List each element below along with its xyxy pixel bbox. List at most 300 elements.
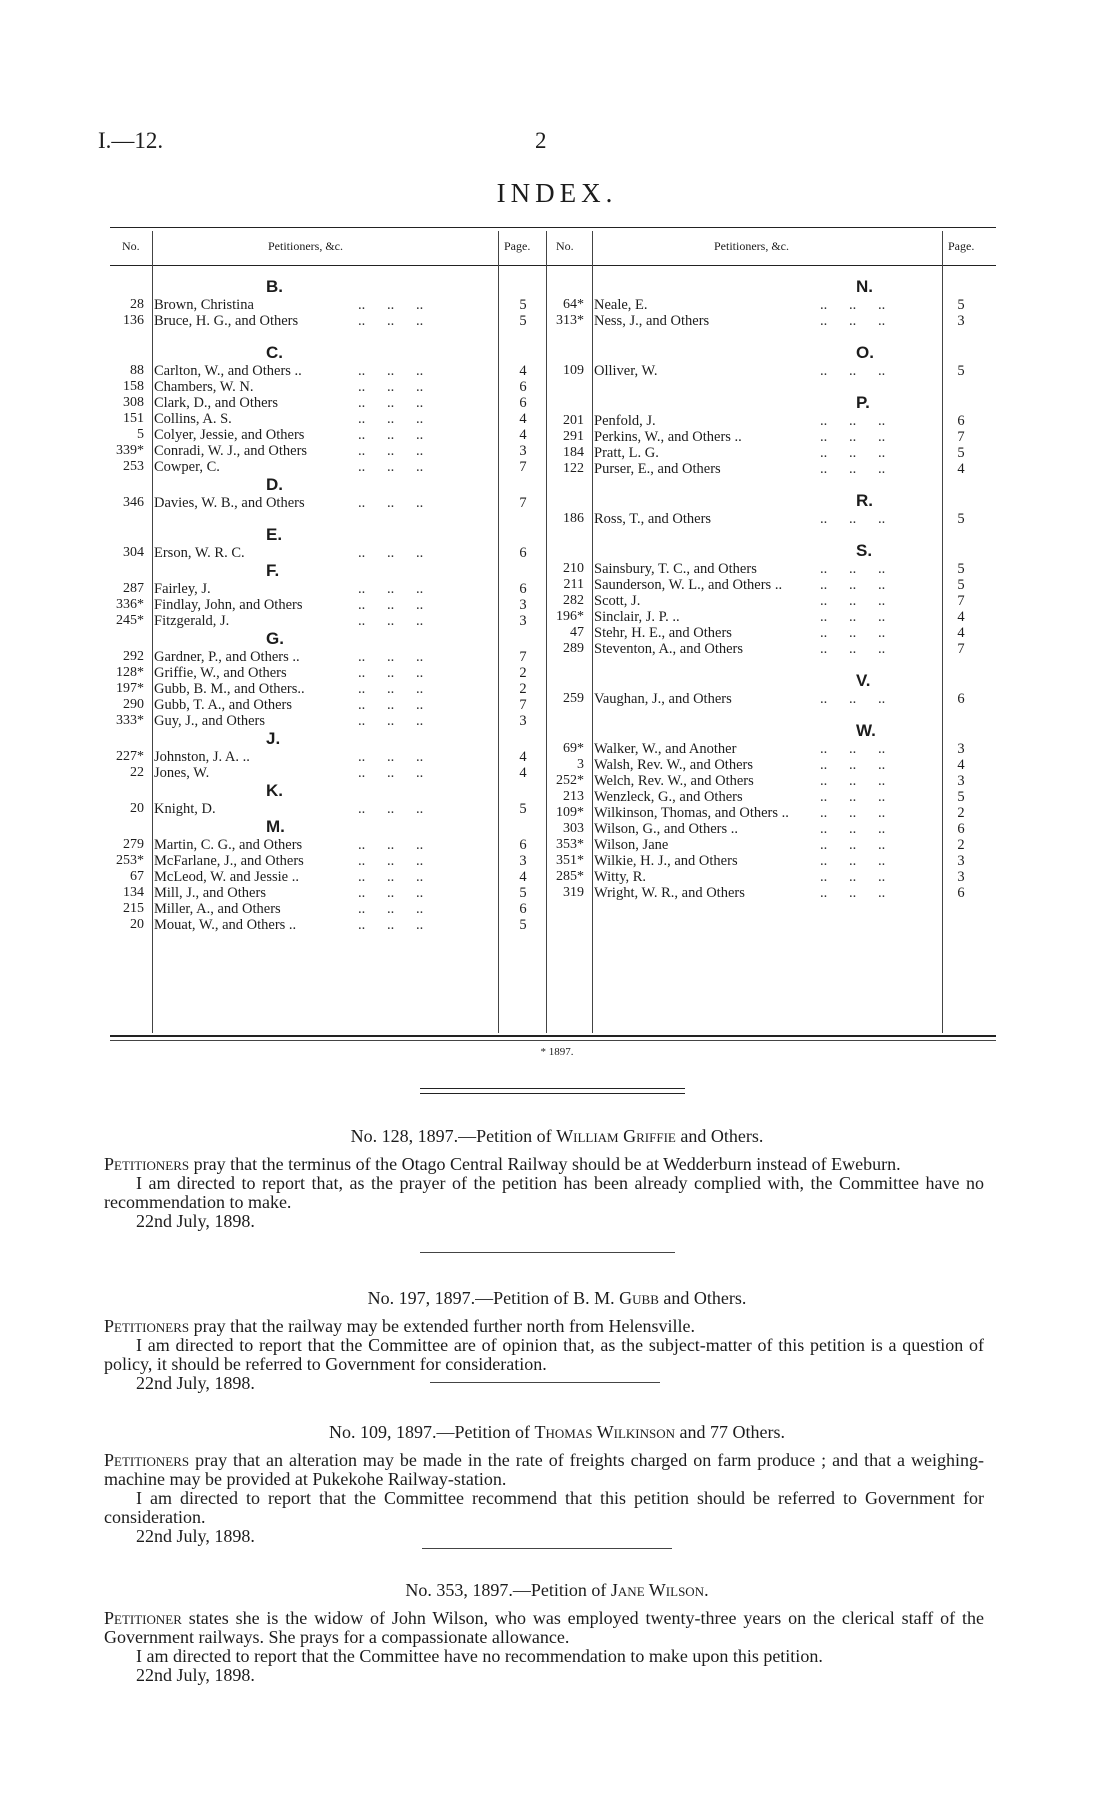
leader-dots: .. .. .. [820, 511, 886, 527]
index-row [550, 741, 996, 757]
leader-dots: .. .. .. [820, 691, 886, 707]
section-separator [422, 1548, 672, 1549]
leader-dots: .. .. .. [358, 697, 424, 713]
index-row [110, 681, 550, 697]
petition-number: 47 [570, 625, 584, 640]
petitioner-name: Jones, W. [154, 765, 210, 781]
petitioner-name: Sinclair, J. P. .. [594, 609, 680, 625]
section-separator [430, 1382, 660, 1383]
petitioner-name: Scott, J. [594, 593, 641, 609]
petitioner-name: Purser, E., and Others [594, 461, 721, 477]
petition-number: 5 [137, 427, 144, 442]
index-row [110, 597, 550, 613]
petition-number: 134 [123, 885, 144, 900]
header-page-left: Page. [504, 239, 531, 253]
petition-title-prefix: No. 128, 1897.—Petition of [350, 1126, 557, 1146]
header-no-left: No. [122, 239, 140, 253]
leader-dots: .. .. .. [358, 313, 424, 329]
petitioner-name: Steventon, A., and Others [594, 641, 744, 657]
petitioner-name: McLeod, W. and Jessie .. [154, 869, 299, 885]
petition-number: 88 [130, 363, 144, 378]
petitioner-name: Wilson, G., and Others .. [594, 821, 738, 837]
index-row [110, 379, 550, 395]
petition-number: 128* [116, 665, 144, 680]
petition-title [0, 1422, 1114, 1443]
petition-number: 210 [563, 561, 584, 576]
prayer-text: states she is the widow of John Wilson, who was employed twenty-three years on the clerical staff of the Government railways. She prays for a compassionate allowance. [104, 1608, 984, 1647]
report-date: 22nd July, 1898. [136, 1373, 255, 1393]
petition-number: 353* [556, 837, 584, 852]
report-date: 22nd July, 1898. [136, 1526, 255, 1546]
leader-dots: .. .. .. [820, 741, 886, 757]
leader-dots: .. .. .. [358, 459, 424, 475]
petitioner-name: McFarlane, J., and Others [154, 853, 304, 869]
petitioner-name: Walsh, Rev. W., and Others [594, 757, 753, 773]
index-row [110, 459, 550, 475]
petition-number: 282 [563, 593, 584, 608]
page-number: 2 [535, 128, 547, 153]
index-row [110, 801, 550, 817]
index-row [110, 363, 550, 379]
leader-dots: .. .. .. [358, 901, 424, 917]
petition-title-prefix: No. 197, 1897.—Petition of B. M. [367, 1288, 620, 1308]
petition-number: 333* [116, 713, 144, 728]
section-letter: R. [856, 491, 873, 510]
leader-dots: .. .. .. [358, 885, 424, 901]
page-reference: 7 [957, 429, 965, 445]
leader-dots: .. .. .. [820, 445, 886, 461]
petitioner-name: Clark, D., and Others [154, 395, 279, 411]
petitioner-name: Mill, J., and Others [154, 885, 266, 901]
page-reference: 5 [519, 917, 527, 933]
page-reference: 4 [519, 411, 527, 427]
page-reference: 3 [519, 597, 527, 613]
petitioner-name-heading: Thomas Wilkinson [534, 1422, 675, 1442]
petition-title [0, 1580, 1114, 1601]
committee-report: I am directed to report that the Committee have no recommendation to make upon this petition. [136, 1646, 823, 1666]
page-reference: 5 [957, 363, 965, 379]
page-reference: 5 [957, 297, 965, 313]
page-reference: 7 [519, 697, 527, 713]
petitioner-name: Wilkie, H. J., and Others [594, 853, 738, 869]
index-row [550, 593, 996, 609]
page-reference: 2 [519, 681, 527, 697]
report-date: 22nd July, 1898. [136, 1211, 255, 1231]
petition-number: 69* [563, 741, 584, 756]
leader-dots: .. .. .. [820, 609, 886, 625]
prayer-text: pray that the terminus of the Otago Central Railway should be at Wedderburn instead of Eweburn. [189, 1154, 901, 1174]
index-row [110, 411, 550, 427]
petition-number: 20 [130, 917, 144, 932]
section-letter: O. [856, 343, 874, 362]
petitioner-name: Wright, W. R., and Others [594, 885, 745, 901]
leader-dots: .. .. .. [358, 765, 424, 781]
index-row [110, 427, 550, 443]
petition-prayer [104, 1451, 984, 1489]
leader-dots: .. .. .. [820, 885, 886, 901]
leader-dots: .. .. .. [820, 773, 886, 789]
leader-dots: .. .. .. [820, 461, 886, 477]
index-row [110, 837, 550, 853]
page-reference: 6 [519, 581, 527, 597]
leader-dots: .. .. .. [358, 749, 424, 765]
petitioner-lead: Petitioner [104, 1608, 182, 1628]
index-row [550, 691, 996, 707]
index-row [550, 363, 996, 379]
index-row [110, 581, 550, 597]
index-row [550, 885, 996, 901]
index-row [550, 445, 996, 461]
prayer-text: pray that the railway may be extended further north from Helensville. [189, 1316, 695, 1336]
petition-title [0, 1126, 1114, 1147]
page-reference: 4 [957, 757, 965, 773]
petition-number: 252* [556, 773, 584, 788]
petition-number: 336* [116, 597, 144, 612]
petitioner-name: Witty, R. [594, 869, 647, 885]
page-reference: 3 [957, 313, 965, 329]
petitioner-name: Wilson, Jane [594, 837, 669, 853]
leader-dots: .. .. .. [358, 581, 424, 597]
petitioner-name-heading: Jane Wilson [610, 1580, 705, 1600]
index-row [550, 413, 996, 429]
page-reference: 3 [957, 853, 965, 869]
leader-dots: .. .. .. [820, 821, 886, 837]
petition-number: 289 [563, 641, 584, 656]
petitioner-name: Findlay, John, and Others [154, 597, 303, 613]
leader-dots: .. .. .. [358, 427, 424, 443]
petition-title-prefix: No. 109, 1897.—Petition of [329, 1422, 535, 1442]
petition-prayer [104, 1155, 984, 1174]
header-petitioners-right: Petitioners, &c. [714, 239, 789, 253]
page-reference: 6 [519, 395, 527, 411]
petition-number: 259 [563, 691, 584, 706]
leader-dots: .. .. .. [820, 789, 886, 805]
petitioner-name: Ross, T., and Others [594, 511, 712, 527]
petition-title-suffix: and Others. [675, 1126, 764, 1146]
page-reference: 6 [957, 413, 965, 429]
leader-dots: .. .. .. [820, 363, 886, 379]
section-letter: W. [856, 721, 876, 740]
petition-number: 319 [563, 885, 584, 900]
committee-report: I am directed to report that, as the prayer of the petition has been already complied with, the Committee have no recommendation to make. [104, 1173, 984, 1212]
index-row [110, 885, 550, 901]
leader-dots: .. .. .. [820, 837, 886, 853]
page-reference: 4 [519, 363, 527, 379]
petitioner-name: Perkins, W., and Others .. [594, 429, 742, 445]
page-reference: 5 [519, 313, 527, 329]
leader-dots: .. .. .. [358, 801, 424, 817]
index-row [550, 297, 996, 313]
section-letter: F. [266, 561, 280, 580]
index-title: INDEX. [496, 178, 618, 208]
leader-dots: .. .. .. [358, 495, 424, 511]
petitioner-name: Johnston, J. A. .. [154, 749, 250, 765]
petition-number: 285* [556, 869, 584, 884]
petitioner-name: Gubb, B. M., and Others.. [154, 681, 305, 697]
petitioner-name: Miller, A., and Others [154, 901, 281, 917]
page-reference: 6 [519, 901, 527, 917]
petitioner-name: Carlton, W., and Others .. [154, 363, 302, 379]
petitioner-lead: Petitioners [104, 1450, 190, 1470]
petitioner-name: Guy, J., and Others [154, 713, 266, 729]
petitioner-name: Gubb, T. A., and Others [154, 697, 293, 713]
index-row [550, 805, 996, 821]
petition-number: 3 [577, 757, 584, 772]
leader-dots: .. .. .. [358, 681, 424, 697]
section-letter: J. [266, 729, 281, 748]
leader-dots: .. .. .. [358, 713, 424, 729]
leader-dots: .. .. .. [358, 545, 424, 561]
petition-number: 151 [123, 411, 144, 426]
leader-dots: .. .. .. [820, 805, 886, 821]
index-row [110, 443, 550, 459]
petition-number: 201 [563, 413, 584, 428]
page-reference: 4 [519, 749, 527, 765]
double-rule-top [420, 1088, 685, 1089]
index-row [550, 869, 996, 885]
section-letter: E. [266, 525, 283, 544]
petition-number: 22 [130, 765, 144, 780]
leader-dots: .. .. .. [358, 837, 424, 853]
petition-title-prefix: No. 353, 1897.—Petition of [405, 1580, 611, 1600]
index-row [550, 511, 996, 527]
page-reference: 3 [519, 713, 527, 729]
page-reference: 7 [519, 459, 527, 475]
row-spacer [110, 511, 550, 525]
leader-dots: .. .. .. [358, 853, 424, 869]
petitioner-lead: Petitioners [104, 1316, 190, 1336]
index-row [110, 649, 550, 665]
page-reference: 6 [519, 379, 527, 395]
section-letter: P. [856, 393, 870, 412]
index-row [550, 837, 996, 853]
page-reference: 4 [519, 869, 527, 885]
leader-dots: .. .. .. [358, 613, 424, 629]
section-letter: D. [266, 475, 283, 494]
index-row [110, 665, 550, 681]
document-code: I.—12. [98, 128, 164, 153]
leader-dots: .. .. .. [820, 297, 886, 313]
page-reference: 7 [519, 495, 527, 511]
petitioner-name: Ness, J., and Others [594, 313, 710, 329]
index-row [110, 713, 550, 729]
petitioner-name: Mouat, W., and Others .. [154, 917, 297, 933]
row-spacer [550, 657, 996, 671]
page-reference: 3 [957, 869, 965, 885]
page-reference: 6 [519, 837, 527, 853]
leader-dots: .. .. .. [820, 853, 886, 869]
leader-dots: .. .. .. [820, 757, 886, 773]
index-row [110, 901, 550, 917]
petition-title-suffix: and 77 Others. [675, 1422, 785, 1442]
petitioner-name: Stehr, H. E., and Others [594, 625, 732, 641]
petition-number: 28 [130, 297, 144, 312]
petition-number: 253 [123, 459, 144, 474]
committee-report: I am directed to report that the Committee are of opinion that, as the subject-matter of this petition is a question of policy, it should be referred to Government for consideration. [104, 1335, 984, 1374]
leader-dots: .. .. .. [358, 597, 424, 613]
section-letter: V. [856, 671, 871, 690]
petition-title [0, 1288, 1114, 1309]
page-reference: 5 [519, 885, 527, 901]
table-footnote: * 1897. [540, 1046, 574, 1058]
petitioner-name-heading: Gubb [619, 1288, 659, 1308]
petitioner-name: Colyer, Jessie, and Others [154, 427, 305, 443]
petitioner-name: Martin, C. G., and Others [154, 837, 303, 853]
page-reference: 7 [957, 593, 965, 609]
page-reference: 6 [519, 545, 527, 561]
petition-prayer [104, 1609, 984, 1647]
petition-number: 122 [563, 461, 584, 476]
petitioner-name: Davies, W. B., and Others [154, 495, 305, 511]
index-row [550, 561, 996, 577]
petition-number: 158 [123, 379, 144, 394]
petitioner-name: Fitzgerald, J. [154, 613, 230, 629]
index-row [550, 625, 996, 641]
petition-body [104, 1451, 984, 1546]
leader-dots: .. .. .. [820, 577, 886, 593]
section-letter: N. [856, 277, 873, 296]
index-row [550, 577, 996, 593]
petitioner-name: Penfold, J. [594, 413, 656, 429]
index-row [110, 853, 550, 869]
petition-number: 245* [116, 613, 144, 628]
petition-number: 186 [563, 511, 584, 526]
page-reference: 7 [957, 641, 965, 657]
petition-prayer [104, 1317, 984, 1336]
leader-dots: .. .. .. [820, 561, 886, 577]
petitioner-name: Fairley, J. [154, 581, 211, 597]
page-reference: 4 [957, 461, 965, 477]
index-row [110, 697, 550, 713]
page-reference: 4 [519, 765, 527, 781]
page-reference: 6 [957, 821, 965, 837]
leader-dots: .. .. .. [358, 649, 424, 665]
petition-number: 303 [563, 821, 584, 836]
page-reference: 4 [519, 427, 527, 443]
index-row [110, 313, 550, 329]
index-row [110, 495, 550, 511]
page-reference: 3 [957, 741, 965, 757]
petition-number: 304 [123, 545, 144, 560]
section-letter: S. [856, 541, 873, 560]
row-spacer [550, 329, 996, 343]
petition-number: 253* [116, 853, 144, 868]
page-reference: 5 [957, 511, 965, 527]
index-row [550, 757, 996, 773]
petitioner-name: Griffie, W., and Others [154, 665, 287, 681]
report-date: 22nd July, 1898. [136, 1665, 255, 1685]
page-reference: 3 [519, 443, 527, 459]
index-row [110, 869, 550, 885]
header-no-right: No. [556, 239, 574, 253]
leader-dots: .. .. .. [820, 413, 886, 429]
leader-dots: .. .. .. [820, 625, 886, 641]
page-reference: 3 [957, 773, 965, 789]
page-reference: 2 [957, 805, 965, 821]
petition-number: 346 [123, 495, 144, 510]
petition-body [104, 1609, 984, 1685]
petition-number: 291 [563, 429, 584, 444]
page-reference: 3 [519, 853, 527, 869]
leader-dots: .. .. .. [820, 313, 886, 329]
page-reference: 4 [957, 609, 965, 625]
leader-dots: .. .. .. [358, 443, 424, 459]
leader-dots: .. .. .. [358, 379, 424, 395]
section-letter: G. [266, 629, 284, 648]
leader-dots: .. .. .. [358, 297, 424, 313]
index-row [550, 789, 996, 805]
petition-number: 197* [116, 681, 144, 696]
petition-number: 313* [556, 313, 584, 328]
leader-dots: .. .. .. [358, 395, 424, 411]
index-row [110, 765, 550, 781]
header-petitioners-left: Petitioners, &c. [268, 239, 343, 253]
leader-dots: .. .. .. [820, 593, 886, 609]
leader-dots: .. .. .. [358, 665, 424, 681]
leader-dots: .. .. .. [358, 917, 424, 933]
petition-body [104, 1155, 984, 1231]
section-letter: B. [266, 277, 283, 296]
page-reference: 6 [957, 691, 965, 707]
index-row [550, 461, 996, 477]
index-row [550, 429, 996, 445]
petition-number: 279 [123, 837, 144, 852]
page-reference: 3 [519, 613, 527, 629]
petitioner-lead: Petitioners [104, 1154, 190, 1174]
petitioner-name: Erson, W. R. C. [154, 545, 245, 561]
index-row [550, 853, 996, 869]
double-rule-bottom [420, 1093, 685, 1094]
page-reference: 5 [957, 561, 965, 577]
petition-number: 211 [563, 577, 584, 592]
petition-number: 339* [116, 443, 144, 458]
row-spacer [550, 707, 996, 721]
leader-dots: .. .. .. [358, 869, 424, 885]
petitioner-name: Sainsbury, T. C., and Others [594, 561, 757, 577]
index-row [110, 395, 550, 411]
row-spacer [110, 329, 550, 343]
committee-report: I am directed to report that the Committee recommend that this petition should be referred to Government for consideration. [104, 1488, 984, 1527]
index-right-column [550, 277, 996, 901]
page-reference: 6 [957, 885, 965, 901]
page-reference: 2 [957, 837, 965, 853]
petition-number: 213 [563, 789, 584, 804]
petitioner-name: Gardner, P., and Others .. [154, 649, 300, 665]
page-reference: 5 [957, 577, 965, 593]
index-row [110, 297, 550, 313]
index-row [550, 609, 996, 625]
table-top-rule [110, 227, 996, 228]
petition-number: 109 [563, 363, 584, 378]
index-row [550, 313, 996, 329]
row-spacer [550, 477, 996, 491]
petition-title-suffix: . [704, 1580, 709, 1600]
petitioner-name: Saunderson, W. L., and Others .. [594, 577, 783, 593]
petitioner-name: Olliver, W. [594, 363, 658, 379]
petitioner-name: Welch, Rev. W., and Others [594, 773, 754, 789]
index-left-column [110, 277, 550, 933]
petition-number: 196* [556, 609, 584, 624]
row-spacer [550, 527, 996, 541]
petitioner-name: Conradi, W. J., and Others [154, 443, 308, 459]
petitioner-name: Chambers, W. N. [154, 379, 254, 395]
page-reference: 5 [519, 297, 527, 313]
petition-title-suffix: and Others. [658, 1288, 747, 1308]
leader-dots: .. .. .. [820, 429, 886, 445]
index-row [110, 917, 550, 933]
petition-number: 292 [123, 649, 144, 664]
header-page-right: Page. [948, 239, 975, 253]
